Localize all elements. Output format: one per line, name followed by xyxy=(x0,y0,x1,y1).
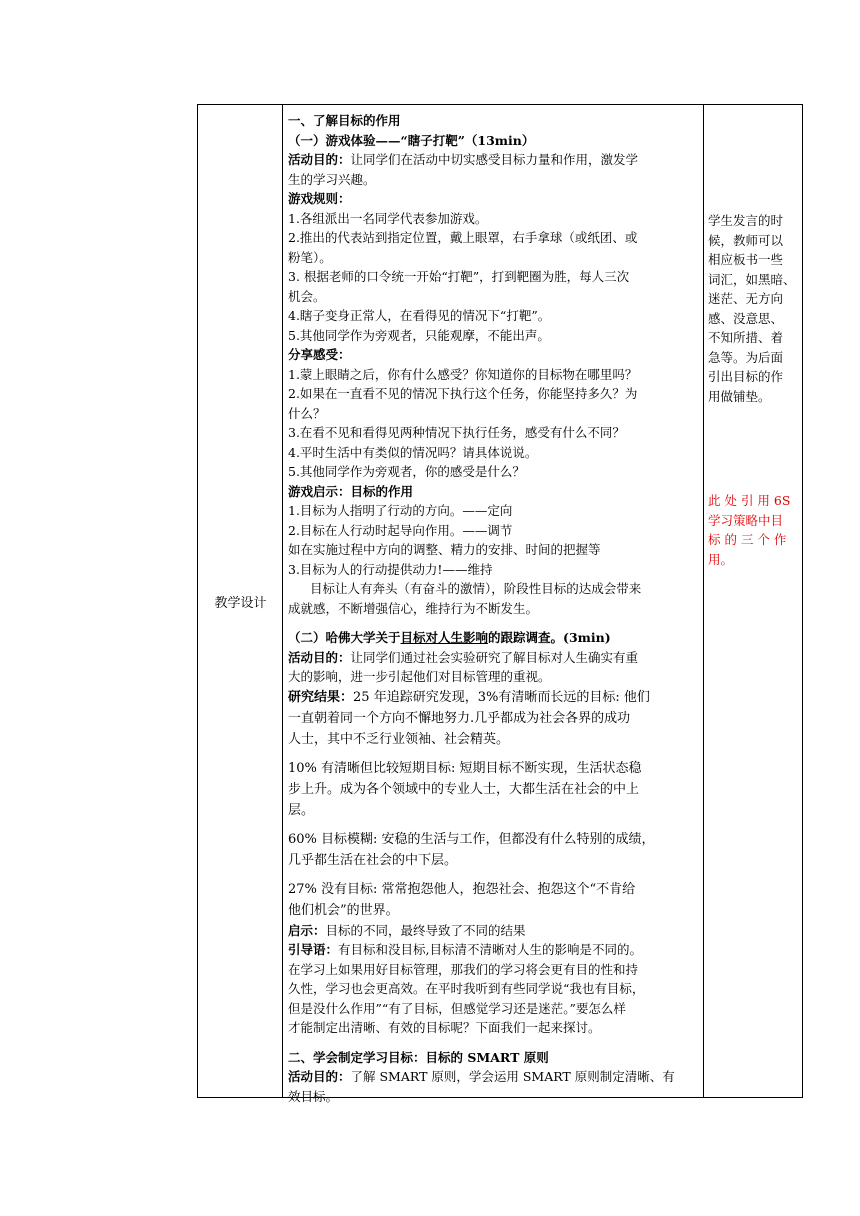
share-label: 分享感受： xyxy=(288,347,351,362)
share-line: 3.在看不见和看得见两种情况下执行任务，感受有什么不同？ xyxy=(288,425,625,440)
share-line: 4.平时生活中有类似的情况吗？请具体说说。 xyxy=(288,444,538,460)
content-column xyxy=(283,105,704,1104)
share-line: 2.如果在一直看不见的情况下执行这个任务，你能坚持多久？为 xyxy=(288,386,638,401)
result-60-percent-cont: 几乎都生活在社会的中下层。 xyxy=(288,852,458,868)
insight-paragraph-cont: 成就感，不断增强信心，维持行为不断发生。 xyxy=(288,600,539,616)
label-column xyxy=(198,105,283,1097)
insight-label: 游戏启示：目标的作用 xyxy=(288,483,414,499)
insight-line: 如在实施过程中方向的调整、精力的安排、时间的把握等 xyxy=(288,542,601,557)
result-10-percent-cont: 层。 xyxy=(288,802,315,818)
teacher-note: 学生发言的时 候，教师可以 相应板书一些 词汇，如黑暗、 迷茫、无方向 感、没意思、 不知所措、着 急等。为后面 引出目标的作 用做铺垫。 xyxy=(708,213,796,404)
hint-line: 启示：目标的不同，最终导致了不同的结果 xyxy=(288,922,526,938)
rule-line: 粉笔）。 xyxy=(288,249,332,265)
red-strategy-note: 此 处 引 用 6S 学习策略中目 标 的 三 个 作 用。 xyxy=(708,493,791,567)
insight-line: 1.目标为人指明了行动的方向。——定向 xyxy=(288,503,513,518)
guide-line-cont: 久性，学习也会更高效。在平时我听到有些同学说“我也有目标， xyxy=(288,981,645,996)
result-27-percent: 27% 没有目标: 常常抱怨他人，抱怨社会、抱怨这个“不肯给 xyxy=(288,881,636,897)
rule-line: 1.各组派出一名同学代表参加游戏。 xyxy=(288,210,488,226)
activity-purpose-cont: 生的学习兴趣。 xyxy=(288,171,376,187)
section-heading-2: 二、学会制定学习目标：目标的 SMART 原则 xyxy=(288,1049,549,1065)
section-heading-1: 一、了解目标的作用 xyxy=(288,113,401,128)
result-10-percent: 10% 有清晰但比较短期目标: 短期目标不断实现，生活状态稳 xyxy=(288,760,642,776)
rule-line: 2.推出的代表站到指定位置，戴上眼罩，右手拿球（或纸团、或 xyxy=(288,230,638,245)
result-27-percent-cont: 他们机会”的世界。 xyxy=(288,902,399,918)
activity-purpose: 活动目的：让同学们在活动中切实感受目标力量和作用，激发学 xyxy=(288,152,639,167)
guide-line-cont: 才能制定出清晰、有效的目标呢？下面我们一起来探讨。 xyxy=(288,1020,601,1035)
share-line: 5.其他同学作为旁观者，你的感受是什么？ xyxy=(288,464,525,479)
guide-line-cont: 但是没什么作用”“有了目标，但感觉学习还是迷茫。”要怎么样 xyxy=(288,1000,626,1016)
subsection-heading-harvard: （二）哈佛大学关于目标对人生影响的跟踪调查。(3min) xyxy=(288,630,611,645)
guide-line: 引导语：有目标和没目标,目标清不清晰对人生的影响是不同的。 xyxy=(288,942,642,957)
rule-line: 3. 根据老师的口令统一开始“打靶”，打到靶圈为胜，每人三次 xyxy=(288,269,630,284)
subsection-heading-game: （一）游戏体验——“瞎子打靶”（13min） xyxy=(288,132,535,148)
research-result-cont: 人士，其中不乏行业领袖、社会精英。 xyxy=(288,731,510,747)
insight-line: 2.目标在人行动时起导向作用。——调节 xyxy=(288,522,513,538)
activity-purpose-cont: 大的影响，进一步引起他们对目标管理的重视。 xyxy=(288,669,551,684)
rule-line: 机会。 xyxy=(288,288,326,304)
research-result: 研究结果：25 年追踪研究发现，3%有清晰而长远的目标: 他们 xyxy=(288,689,650,705)
notes-column xyxy=(704,105,801,1097)
activity-purpose: 活动目的：让同学们通过社会实验研究了解目标对人生确实有重 xyxy=(288,649,639,665)
result-10-percent-cont: 步上升。成为各个领域中的专业人士，大都生活在社会的中上 xyxy=(288,781,640,797)
share-line: 什么？ xyxy=(288,405,326,421)
share-line: 1.蒙上眼睛之后，你有什么感受？你知道你的目标物在哪里吗？ xyxy=(288,366,638,382)
rules-label: 游戏规则： xyxy=(288,191,351,206)
activity-purpose: 活动目的：了解 SMART 原则，学会运用 SMART 原则制定清晰、有 xyxy=(288,1069,675,1084)
lesson-table xyxy=(197,104,803,1104)
guide-line-cont: 在学习上如果用好目标管理，那我们的学习将会更有目的性和持 xyxy=(288,961,639,977)
insight-paragraph: 目标让人有奔头（有奋斗的激情），阶段性目标的达成会带来 xyxy=(310,581,642,596)
row-label: 教学设计 xyxy=(214,596,267,611)
activity-purpose-cont: 效目标。 xyxy=(288,1088,339,1104)
result-60-percent: 60% 目标模糊: 安稳的生活与工作，但都没有什么特别的成绩， xyxy=(288,831,655,847)
research-result-cont: 一直朝着同一个方向不懈地努力.几乎都成为社会各界的成功 xyxy=(288,710,631,726)
insight-line: 3.目标为人的行动提供动力!——维持 xyxy=(288,561,493,577)
rule-line: 5.其他同学作为旁观者，只能观摩，不能出声。 xyxy=(288,327,550,343)
rule-line: 4.瞎子变身正常人，在看得见的情况下“打靶”。 xyxy=(288,308,551,323)
